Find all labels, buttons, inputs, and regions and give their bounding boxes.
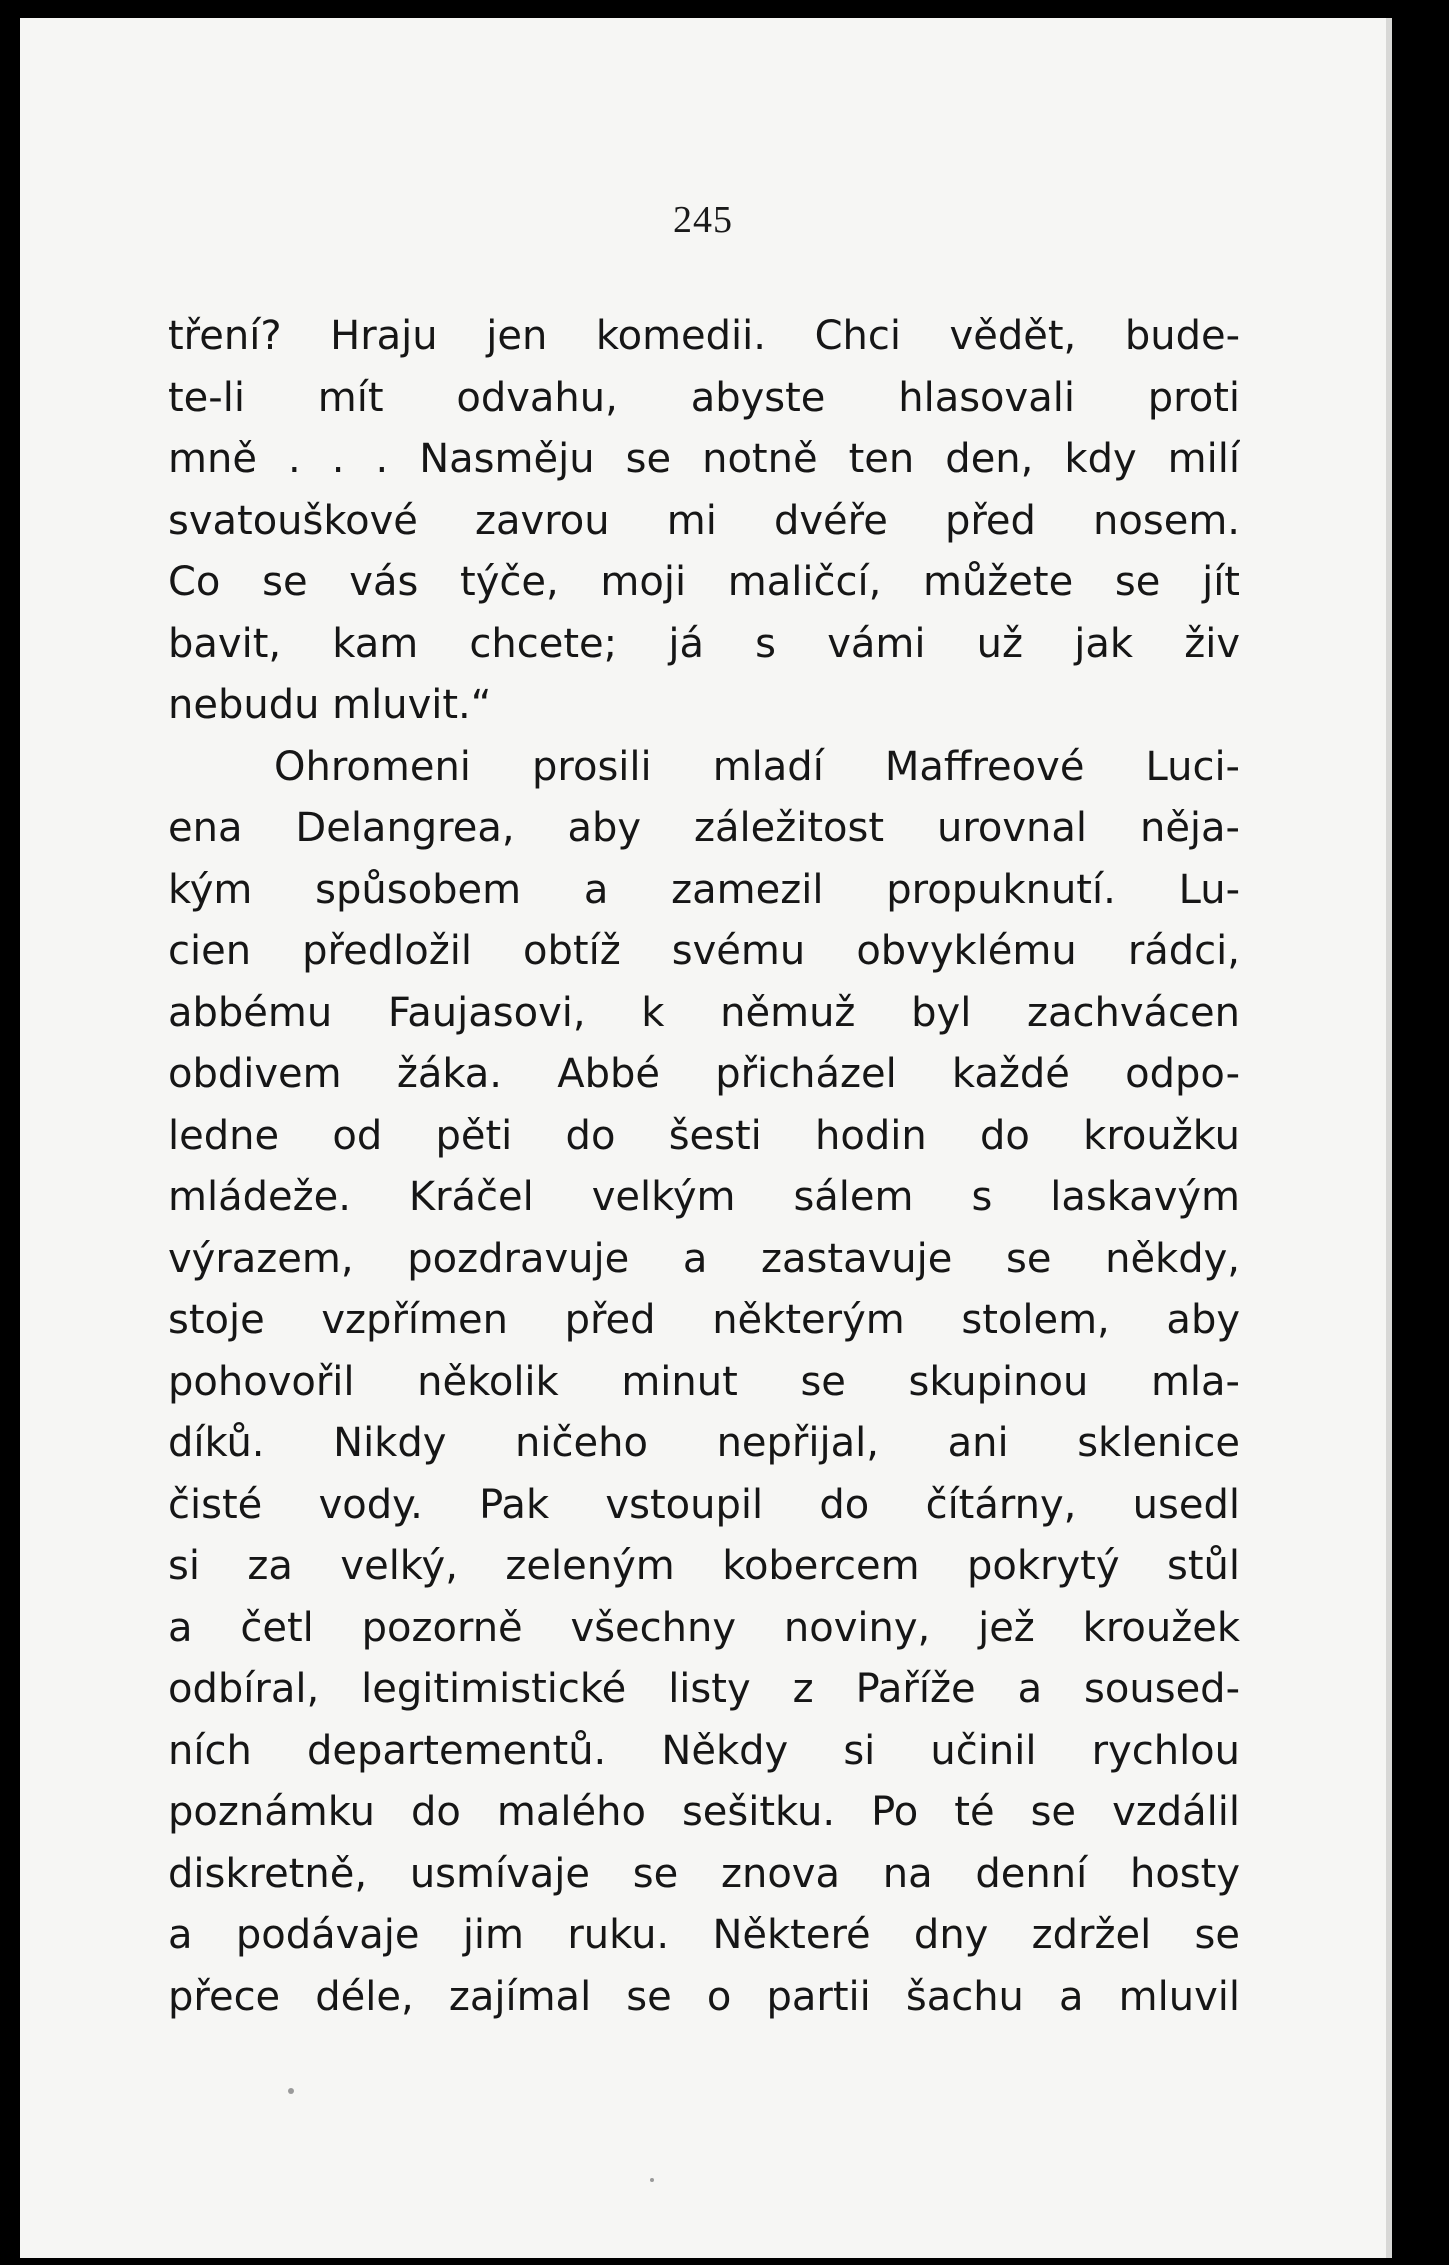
body-text [168,306,1240,2028]
text-line: odbíral, legitimistické listy z Paříže a soused- [168,1666,1240,1712]
text-line: pohovořil několik minut se skupinou mla- [168,1358,1240,1405]
text-line: kým spůsobem a zamezil propuknutí. Lu- [168,866,1240,913]
text-line: a četl pozorně všechny noviny, jež kroužek [168,1604,1240,1651]
text-line: te-li mít odvahu, abyste hlasovali proti [168,374,1240,421]
text-line: díků. Nikdy ničeho nepřijal, ani sklenice [168,1420,1240,1466]
text-line: ních departementů. Někdy si učinil rychlou [168,1727,1240,1774]
text-line: výrazem, pozdravuje a zastavuje se někdy, [168,1235,1240,1282]
paper-speck [650,2178,654,2182]
text-line: ledne od pěti do šesti hodin do kroužku [168,1112,1240,1159]
text-line: tření? Hraju jen komedii. Chci vědět, bude- [168,313,1240,359]
text-line: si za velký, zeleným kobercem pokrytý stůl [168,1543,1240,1589]
text-line: stoje vzpřímen před některým stolem, aby [168,1297,1240,1343]
text-line: poznámku do malého sešitku. Po té se vzdálil [168,1789,1240,1835]
text-line: cien předložil obtíž svému obvyklému rádci, [168,928,1240,974]
text-line: bavit, kam chcete; já s vámi už jak živ [168,620,1240,667]
text-line: Co se vás týče, moji maličcí, můžete se jít [168,559,1240,605]
book-page [20,18,1392,2258]
text-line: čisté vody. Pak vstoupil do čítárny, usedl [168,1481,1240,1528]
text-line: přece déle, zajímal se o partii šachu a mluvil [168,1973,1240,2020]
page-number: 245 [673,199,733,241]
text-line: a podávaje jim ruku. Některé dny zdržel se [168,1912,1240,1958]
text-line: mně . . . Nasměju se notně ten den, kdy milí [168,436,1240,482]
paper-speck [288,2088,294,2094]
text-line: svatouškové zavrou mi dvéře před nosem. [168,497,1240,544]
text-line-paragraph-start: Ohromeni prosili mladí Maffreové Luci- [274,743,1240,790]
text-line: mládeže. Kráčel velkým sálem s laskavým [168,1174,1240,1220]
text-line: abbému Faujasovi, k němuž byl zachvácen [168,989,1240,1036]
text-line: obdivem žáka. Abbé přicházel každé odpo- [168,1051,1240,1097]
text-line-paragraph-end: nebudu mluvit.“ [168,682,492,728]
text-line: ena Delangrea, aby záležitost urovnal něja- [168,805,1240,851]
text-line: diskretně, usmívaje se znova na denní hosty [168,1850,1240,1897]
